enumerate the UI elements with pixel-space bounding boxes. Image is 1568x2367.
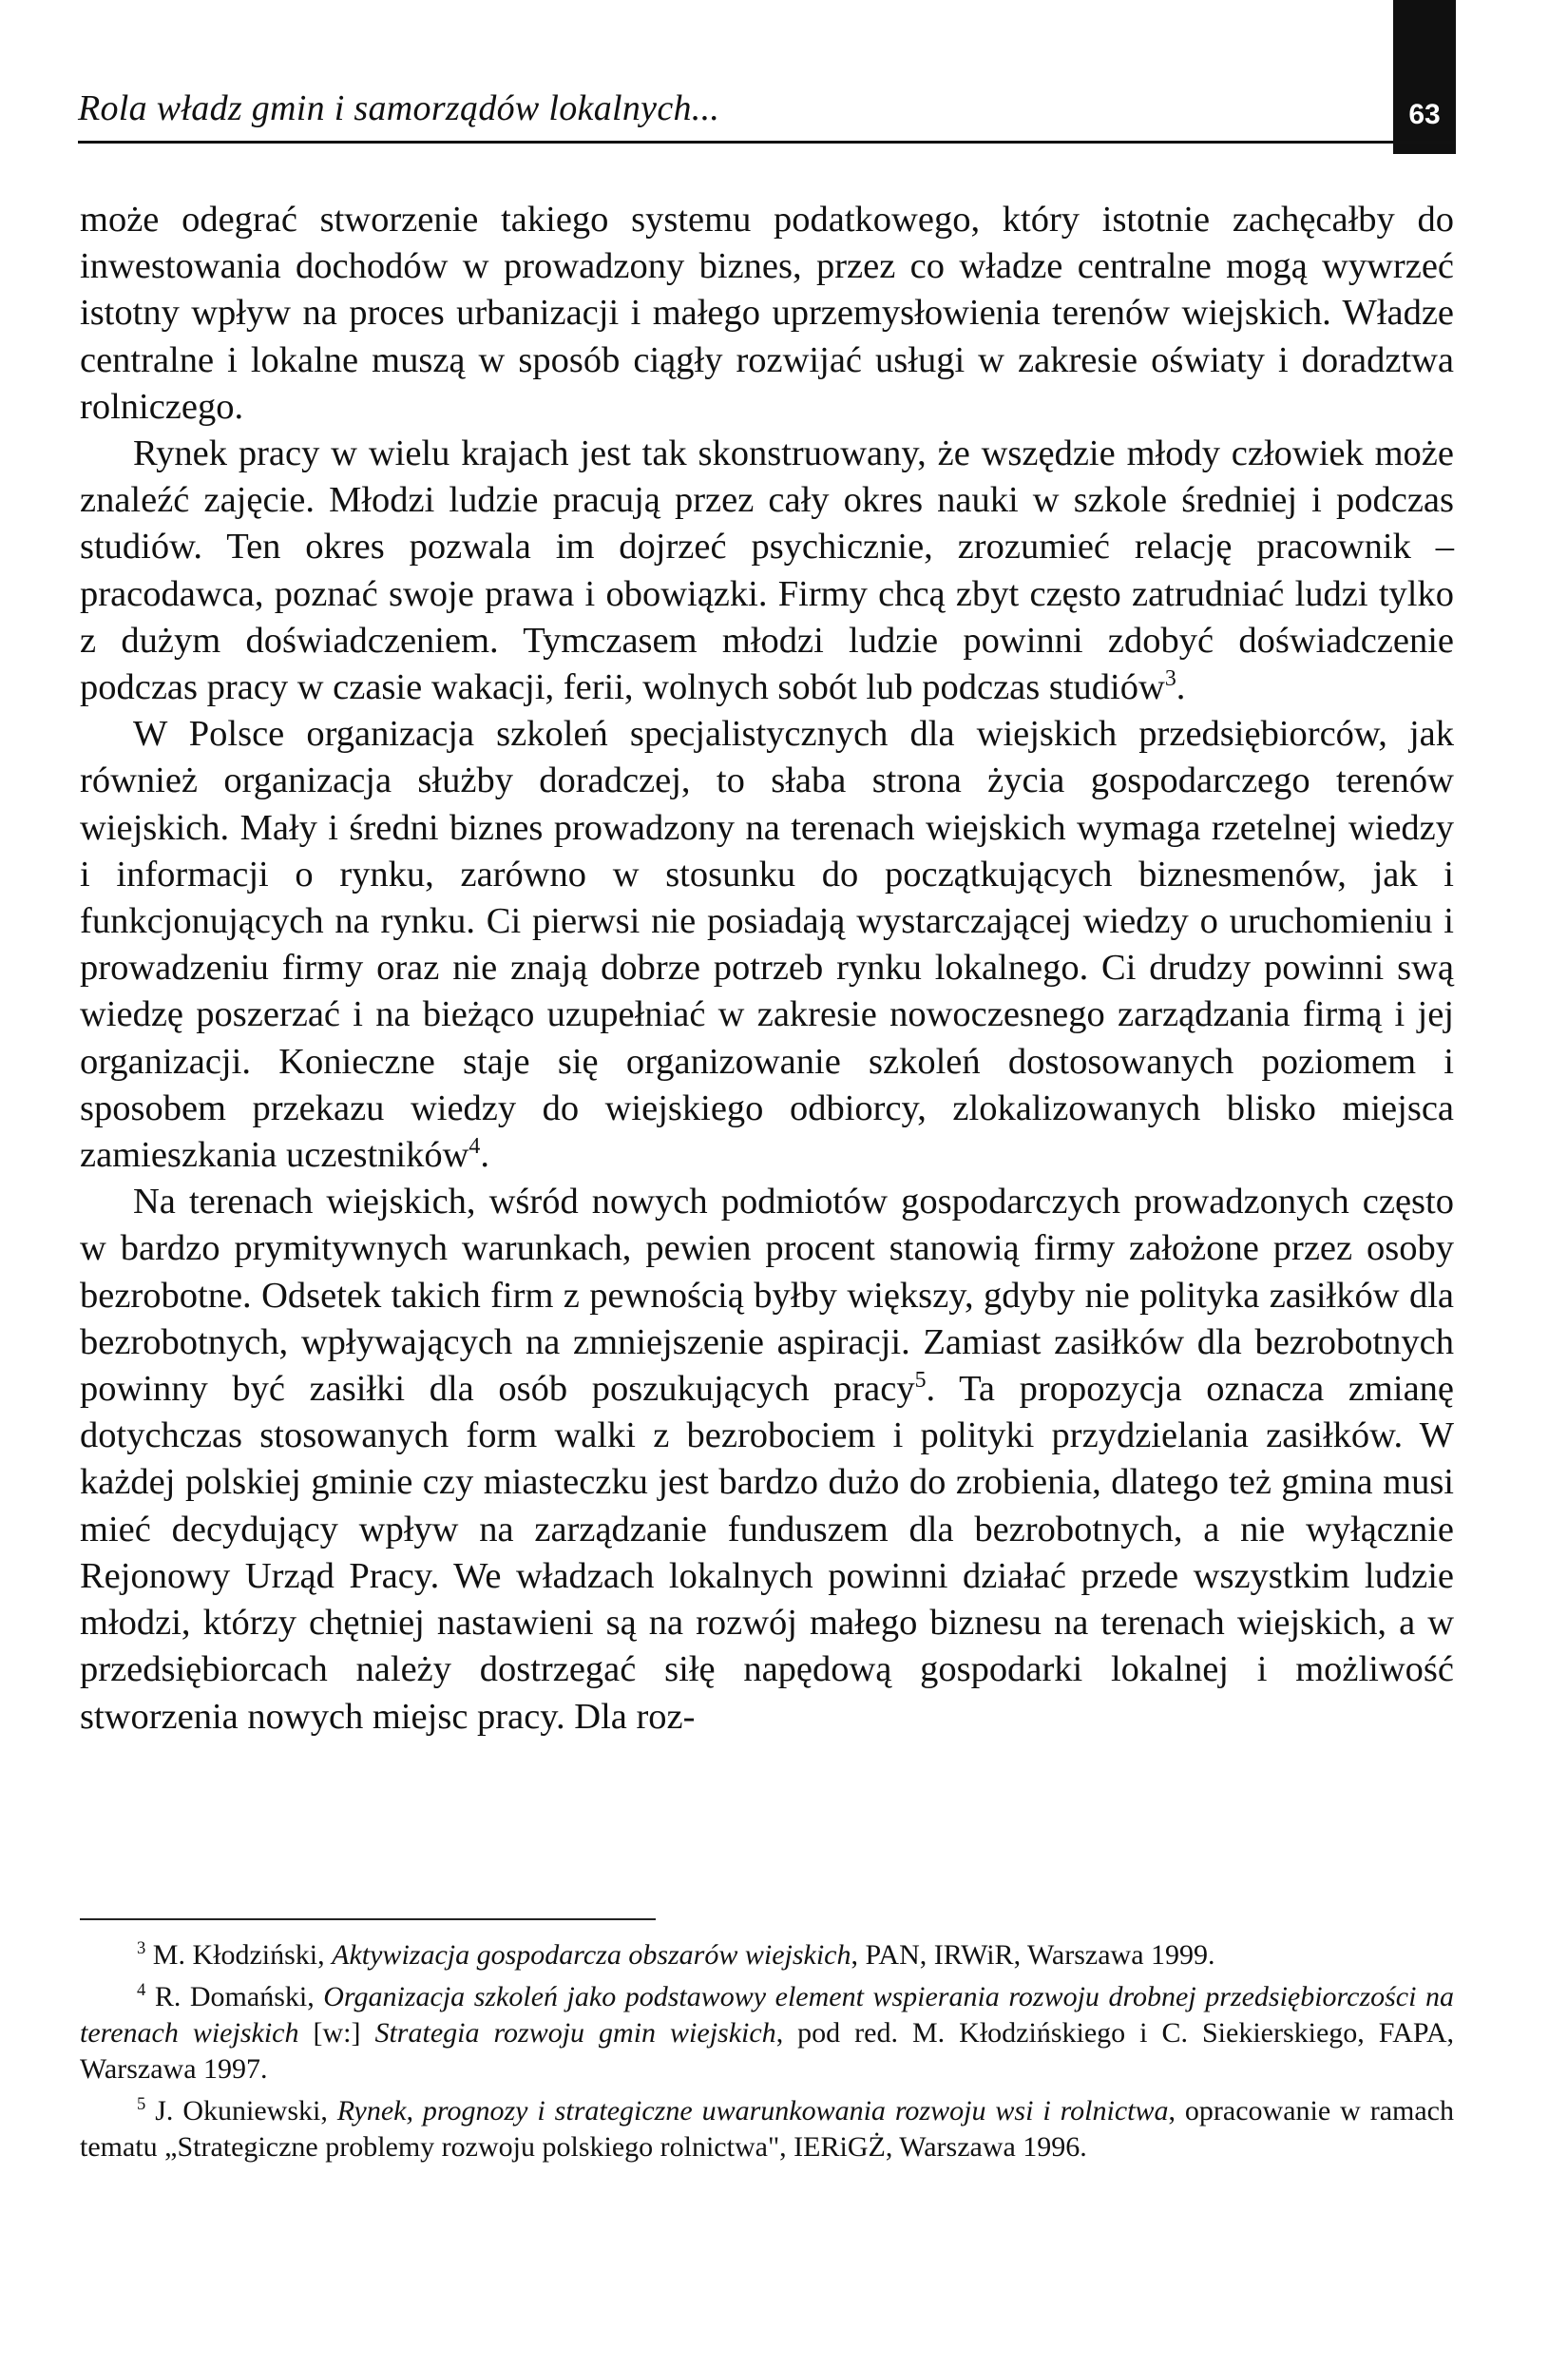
text-run: M. Kłodziński, <box>145 1939 333 1971</box>
footnote-marker: 4 <box>468 1134 481 1160</box>
text-run: . Ta propozycja oznacza zmianę dotychczas stosowanych form walki z bezrobociem i polityki przydzielania zasiłków. W każdej polskiej gminie czy miasteczku jest bardzo dużo do zrobienia, dlatego też gmina musi mieć decydujący wpływ na zarządzanie funduszem dla bezrobotnych, a nie wyłącznie Rejonowy Urząd Pracy. We władzach lokalnych powinni działać przede wszystkim ludzie młodzi, którzy chętniej nastawieni są na rozwój małego biznesu na terenach wiejskich, a w przedsiębiorcach należy dostrzegać siłę napędową gospodarki lokalnej i możliwość stworzenia nowych miejsc pracy. Dla roz- <box>80 1369 1454 1737</box>
text-run: . <box>480 1135 489 1176</box>
paragraph <box>80 431 1454 711</box>
page-number-tab <box>1393 0 1456 154</box>
page-number: 63 <box>1408 99 1441 130</box>
title-italic: Strategia rozwoju gmin wiejskich <box>374 2017 776 2049</box>
text-run: może odegrać stworzenie takiego systemu podatkowego, który istotnie zachęcałby do inwestowania dochodów w prowadzony biznes, przez co władze centralne mogą wywrzeć istotny wpływ na proces urbanizacji i małego uprzemysłowienia terenów wiejskich. Władze centralne i lokalne muszą w sposób ciągły rozwijać usługi w zakresie oświaty i doradztwa rolniczego. <box>80 200 1454 427</box>
footnote <box>80 1979 1454 2088</box>
footnote-marker: 5 <box>137 2094 146 2114</box>
paragraph <box>80 1179 1454 1740</box>
text-run: W Polsce organizacja szkoleń specjalistycznych dla wiejskich przedsiębiorców, jak również organizacja służby doradczej, to słaba strona życia gospodarczego terenów wiejskich. Mały i średni biznes prowadzony na terenach wiejskich wymaga rzetelnej wiedzy i informacji o rynku, zarówno w stosunku do początkujących biznesmenów, jak i funkcjonujących na rynku. Ci pierwsi nie posiadają wystarczającej wiedzy o uruchomieniu i prowadzeniu firmy oraz nie znają dobrze potrzeb rynku lokalnego. Ci drudzy powinni swą wiedzę poszerzać i na bieżąco uzupełniać w zakresie nowoczesnego zarządzania firmą i jej organizacji. Konieczne staje się organizowanie szkoleń dostosowanych poziomem i sposobem przekazu wiedzy do wiejskiego odbiorcy, zlokalizowanych blisko miejsca zamieszkania uczestników <box>80 714 1454 1176</box>
footnote-marker: 3 <box>1164 666 1176 692</box>
footnote <box>80 1937 1454 1973</box>
text-run: Rynek pracy w wielu krajach jest tak skonstruowany, że wszędzie młody człowiek może znaleźć zajęcie. Młodzi ludzie pracują przez cały okres nauki w szkole średniej i podczas studiów. Ten okres pozwala im dojrzeć psychicznie, zrozumieć relację pracownik – pracodawca, poznać swoje prawa i obowiązki. Firmy chcą zbyt często zatrudniać ludzi tylko z dużym doświadczeniem. Tymczasem młodzi ludzie powinni zdobyć doświadczenie podczas pracy w czasie wakacji, ferii, wolnych sobót lub podczas studiów <box>80 433 1454 708</box>
main-text <box>80 197 1454 1741</box>
title-italic: Organizacja szkoleń jako podstawowy element wspierania rozwoju drobnej przedsiębiorczości na terenach wiejskich <box>80 1981 1454 2049</box>
text-run: J. Okuniewski, <box>145 2095 337 2126</box>
paragraph <box>80 197 1454 431</box>
text-run: , pod red. M. Kłodzińskiego i C. Siekierskiego, FAPA, Warszawa 1997. <box>80 2017 1454 2085</box>
running-title: Rola władz gmin i samorządów lokalnych... <box>78 88 720 128</box>
text-run: . <box>1176 667 1186 708</box>
footnote-marker: 3 <box>137 1938 146 1958</box>
title-italic: Rynek, prognozy i strategiczne uwarunkowania rozwoju wsi i rolnictwa <box>336 2095 1169 2126</box>
footnote-marker: 5 <box>914 1368 927 1394</box>
footnotes <box>80 1937 1454 2171</box>
footnote-marker: 4 <box>137 1980 146 2000</box>
text-run: R. Domański, <box>145 1981 324 2012</box>
text-run: , PAN, IRWiR, Warszawa 1999. <box>851 1939 1215 1971</box>
footnote <box>80 2093 1454 2165</box>
footnote-separator <box>80 1918 656 1920</box>
text-run: [w:] <box>298 2017 375 2049</box>
paragraph <box>80 711 1454 1179</box>
text-run: Na terenach wiejskich, wśród nowych podmiotów gospodarczych prowadzonych często w bardzo prymitywnych warunkach, pewien procent stanowią firmy założone przez osoby bezrobotne. Odsetek takich firm z pewnością byłby większy, gdyby nie polityka zasiłków dla bezrobotnych, wpływających na zmniejszenie aspiracji. Zamiast zasiłków dla bezrobotnych powinny być zasiłki dla osób poszukujących pracy <box>80 1182 1454 1410</box>
text-run: , opracowanie w ramach tematu „Strategiczne problemy rozwoju polskiego rolnictwa", IERiGŻ, Warszawa 1996. <box>80 2095 1454 2163</box>
title-italic: Aktywizacja gospodarcza obszarów wiejskich <box>332 1939 851 1971</box>
header-rule <box>78 141 1456 144</box>
